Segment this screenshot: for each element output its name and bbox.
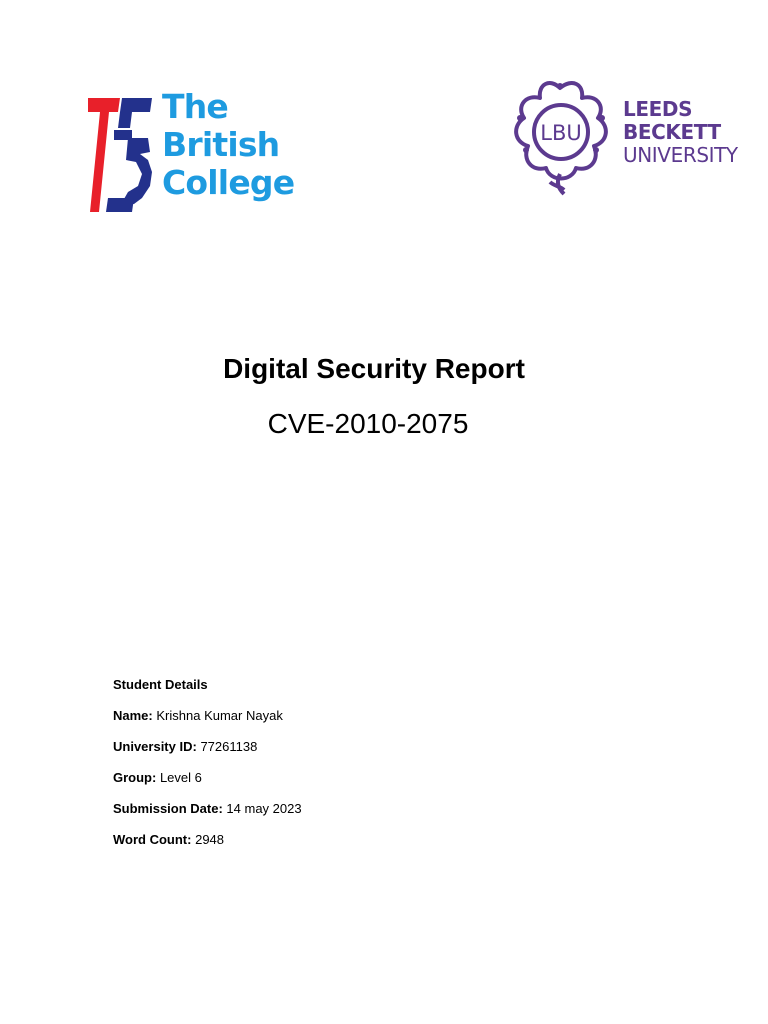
- british-college-logo: [88, 88, 308, 218]
- student-details-heading: [113, 676, 673, 707]
- detail-value-university-id: 77261138: [200, 739, 258, 754]
- leeds-beckett-line-1: LEEDS: [623, 97, 693, 121]
- student-details: [113, 676, 673, 862]
- student-details-heading-text: Student Details: [113, 677, 208, 692]
- leeds-beckett-wordmark: [623, 97, 738, 167]
- report-title: Digital Security Report: [223, 353, 525, 384]
- british-college-line-1: The: [162, 87, 228, 126]
- report-subtitle: CVE-2010-2075: [267, 408, 469, 439]
- lbu-seal-text: LBU: [540, 121, 582, 145]
- lbu-rose-seal-icon: [510, 74, 610, 198]
- detail-value-word-count: 2948: [195, 832, 225, 847]
- detail-row-university-id: [113, 738, 673, 769]
- detail-label-submission-date: Submission Date:: [113, 801, 223, 816]
- detail-value-submission-date: 14 may 2023: [226, 801, 302, 816]
- detail-label-word-count: Word Count:: [113, 832, 192, 847]
- detail-row-submission-date: [113, 800, 673, 831]
- detail-label-name: Name:: [113, 708, 153, 723]
- british-college-mark-icon: [88, 94, 154, 212]
- british-college-wordmark: [162, 88, 312, 202]
- british-college-line-3: College: [162, 163, 295, 202]
- detail-label-university-id: University ID:: [113, 739, 197, 754]
- leeds-beckett-logo: [510, 74, 738, 208]
- leeds-beckett-line-3: UNIVERSITY: [623, 143, 738, 167]
- detail-row-group: [113, 769, 673, 800]
- detail-value-group: Level 6: [159, 770, 202, 785]
- detail-value-name: Krishna Kumar Nayak: [156, 708, 283, 723]
- detail-label-group: Group:: [113, 770, 157, 785]
- leeds-beckett-line-2: BECKETT: [623, 120, 721, 144]
- detail-row-word-count: [113, 831, 673, 862]
- detail-row-name: [113, 707, 673, 738]
- british-college-line-2: British: [162, 125, 280, 164]
